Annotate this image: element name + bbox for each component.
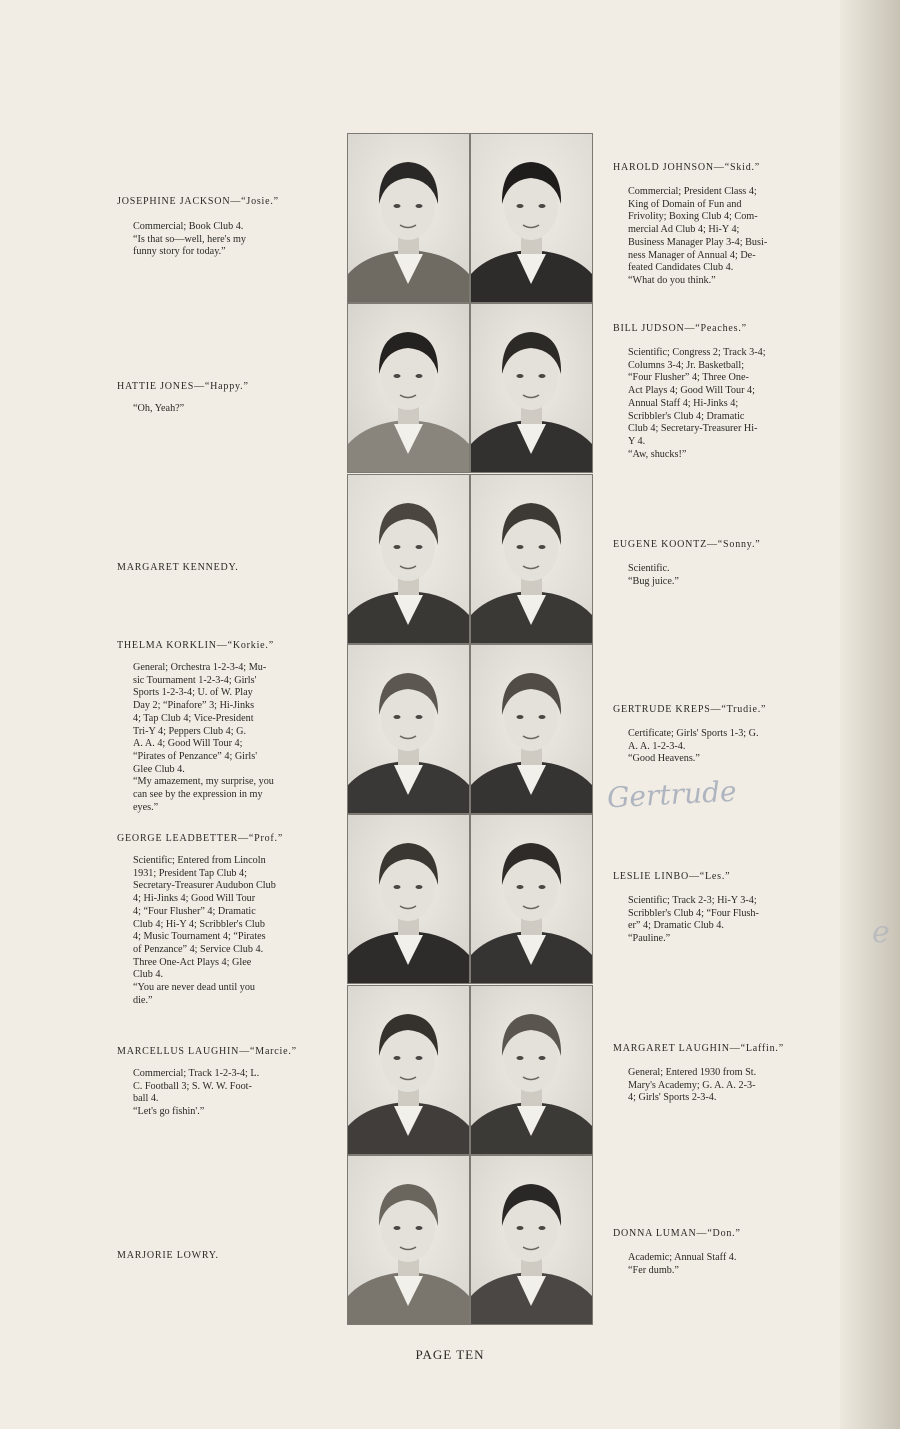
student-name: BILL JUDSON—“Peaches.” [613, 323, 747, 334]
bio-line: “What do you think.” [628, 274, 716, 286]
bio-line: Y 4. [628, 435, 646, 447]
bio-line: Annual Staff 4; Hi-Jinks 4; [628, 397, 739, 409]
bio-line: “You are never dead until you [133, 982, 256, 994]
portrait-photo-harold-johnson [470, 133, 593, 303]
student-bio [133, 1068, 331, 1119]
bio-line: of Penzance” 4; Service Club 4. [133, 943, 264, 955]
portrait-photo-marjorie-lowry [347, 1155, 470, 1325]
bio-line: Commercial; Book Club 4. [133, 221, 244, 232]
bio-line: Secretary-Treasurer Audubon Club [133, 880, 276, 892]
student-bio [628, 1067, 826, 1105]
student-name: EUGENE KOONTZ—“Sonny.” [613, 539, 761, 550]
bio-line: A. A. 4; Good Will Tour 4; [133, 738, 243, 750]
bio-line: sic Tournament 1-2-3-4; Girls' [133, 674, 257, 686]
portrait-photo-gertrude-kreps [470, 644, 593, 814]
bio-line: 1931; President Tap Club 4; [133, 867, 247, 879]
bio-line: “My amazement, my surprise, you [133, 776, 274, 788]
bio-line: Club 4; Hi-Y 4; Scribbler's Club [133, 918, 265, 930]
student-name: MARGARET LAUGHIN—“Laffin.” [613, 1043, 784, 1054]
bio-line: Three One-Act Plays 4; Glee [133, 956, 252, 968]
bio-line: “Bug juice.” [628, 575, 679, 587]
bio-line: Business Manager Play 3-4; Busi- [628, 236, 768, 248]
entry-margaret-laughin [613, 1043, 826, 1105]
bio-line: General; Entered 1930 from St. [628, 1067, 757, 1078]
student-name: MARGARET KENNEDY. [117, 562, 239, 573]
bio-line: Club 4; Secretary-Treasurer Hi- [628, 423, 758, 435]
student-name: LESLIE LINBO—“Les.” [613, 871, 731, 882]
entry-bill-judson [613, 323, 826, 461]
student-bio [628, 728, 826, 766]
student-name: MARJORIE LOWRY. [117, 1250, 219, 1261]
portrait-photo-leslie-linbo [470, 814, 593, 984]
bio-line: C. Football 3; S. W. W. Foot- [133, 1080, 252, 1092]
bio-line: 4; “Four Flusher” 4; Dramatic [133, 905, 256, 917]
student-bio [628, 563, 826, 588]
bio-line: Academic; Annual Staff 4. [628, 1252, 737, 1263]
bio-line: die.” [133, 994, 153, 1006]
bio-line: “Four Flusher” 4; Three One- [628, 372, 749, 384]
entry-margaret-kennedy [117, 562, 331, 573]
bio-line: Glee Club 4. [133, 763, 185, 775]
bio-line: Commercial; President Class 4; [628, 186, 757, 197]
student-name: THELMA KORKLIN—“Korkie.” [117, 640, 274, 651]
bio-line: A. A. 1-2-3-4. [628, 740, 686, 752]
portrait-photo-thelma-korklin [347, 644, 470, 814]
bio-line: “Pirates of Penzance” 4; Girls' [133, 750, 258, 762]
page-number: PAGE TEN [415, 1347, 485, 1362]
portrait-photo-george-leadbetter [347, 814, 470, 984]
student-bio [628, 1252, 826, 1277]
student-bio [628, 186, 826, 288]
page-gutter-shadow [840, 0, 900, 1429]
student-name: HATTIE JONES—“Happy.” [117, 381, 249, 392]
student-bio [133, 662, 331, 814]
bio-line: King of Domain of Fun and [628, 198, 742, 210]
student-bio [628, 895, 826, 946]
bio-line: Scientific; Track 2-3; Hi-Y 3-4; [628, 895, 757, 906]
student-name: MARCELLUS LAUGHIN—“Marcie.” [117, 1046, 297, 1057]
bio-line: 4; Hi-Jinks 4; Good Will Tour [133, 893, 256, 905]
bio-line: 4; Music Tournament 4; “Pirates [133, 931, 266, 943]
entry-leslie-linbo [613, 871, 826, 946]
bio-line: “Good Heavens.” [628, 753, 700, 765]
bio-line: “Is that so—well, here's my [133, 233, 247, 245]
bio-line: can see by the expression in my [133, 789, 263, 801]
entry-george-leadbetter [117, 833, 331, 1007]
student-bio [133, 221, 331, 259]
bio-line: General; Orchestra 1-2-3-4; Mu- [133, 662, 267, 673]
student-bio [628, 347, 826, 461]
student-bio [133, 403, 331, 416]
bio-line: Scientific. [628, 563, 670, 574]
bio-line: Scribbler's Club 4; “Four Flush- [628, 907, 759, 919]
student-name: GERTRUDE KREPS—“Trudie.” [613, 704, 767, 715]
student-bio [133, 855, 331, 1007]
bio-line: “Pauline.” [628, 933, 671, 945]
student-name: JOSEPHINE JACKSON—“Josie.” [117, 196, 279, 207]
portrait-photo-hattie-jones [347, 303, 470, 473]
bio-line: “Let's go fishin'.” [133, 1106, 205, 1118]
portrait-photo-margaret-laughin [470, 985, 593, 1155]
bio-line: “Aw, shucks!” [628, 448, 687, 460]
bio-line: ball 4. [133, 1093, 159, 1105]
margin-ink-mark: e [872, 915, 890, 950]
student-name: GEORGE LEADBETTER—“Prof.” [117, 833, 284, 844]
bio-line: feated Candidates Club 4. [628, 262, 734, 274]
bio-line: Tri-Y 4; Peppers Club 4; G. [133, 725, 247, 737]
bio-line: ness Manager of Annual 4; De- [628, 249, 756, 261]
portrait-photo-donna-luman [470, 1155, 593, 1325]
bio-line: 4; Girls' Sports 2-3-4. [628, 1092, 717, 1104]
student-name: DONNA LUMAN—“Don.” [613, 1228, 741, 1239]
entry-donna-luman [613, 1228, 826, 1277]
student-name: HAROLD JOHNSON—“Skid.” [613, 162, 761, 173]
entry-marcellus-laughin [117, 1046, 331, 1119]
bio-line: er” 4; Dramatic Club 4. [628, 920, 724, 932]
bio-line: “Fer dumb.” [628, 1264, 679, 1276]
portrait-photo-eugene-koontz [470, 474, 593, 644]
bio-line: Columns 3-4; Jr. Basketball; [628, 359, 745, 371]
bio-line: “Oh, Yeah?” [133, 403, 185, 414]
portrait-photo-bill-judson [470, 303, 593, 473]
entry-eugene-koontz [613, 539, 826, 588]
bio-line: Scientific; Entered from Lincoln [133, 855, 266, 866]
entry-marjorie-lowry [117, 1250, 331, 1261]
bio-line: Scribbler's Club 4; Dramatic [628, 410, 745, 422]
bio-line: Act Plays 4; Good Will Tour 4; [628, 385, 755, 397]
bio-line: funny story for today.” [133, 246, 226, 258]
bio-line: Mary's Academy; G. A. A. 2-3- [628, 1079, 756, 1091]
entry-harold-johnson [613, 162, 826, 288]
bio-line: 4; Tap Club 4; Vice-President [133, 712, 254, 724]
bio-line: mercial Ad Club 4; Hi-Y 4; [628, 224, 740, 236]
handwritten-signature: Gertrude [606, 774, 738, 815]
entry-gertrude-kreps [613, 704, 826, 766]
entry-hattie-jones [117, 381, 331, 416]
bio-line: Commercial; Track 1-2-3-4; L. [133, 1068, 260, 1079]
bio-line: eyes.” [133, 801, 159, 813]
portrait-photo-josephine-jackson [347, 133, 470, 303]
portrait-photo-margaret-kennedy [347, 474, 470, 644]
bio-line: Day 2; “Pinafore” 3; Hi-Jinks [133, 700, 255, 712]
bio-line: Frivolity; Boxing Club 4; Com- [628, 211, 758, 223]
portrait-photo-marcellus-laughin [347, 985, 470, 1155]
bio-line: Sports 1-2-3-4; U. of W. Play [133, 687, 253, 699]
bio-line: Club 4. [133, 969, 164, 981]
bio-line: Certificate; Girls' Sports 1-3; G. [628, 728, 759, 739]
entry-josephine-jackson [117, 196, 331, 259]
entry-thelma-korklin [117, 640, 331, 814]
bio-line: Scientific; Congress 2; Track 3-4; [628, 347, 766, 358]
